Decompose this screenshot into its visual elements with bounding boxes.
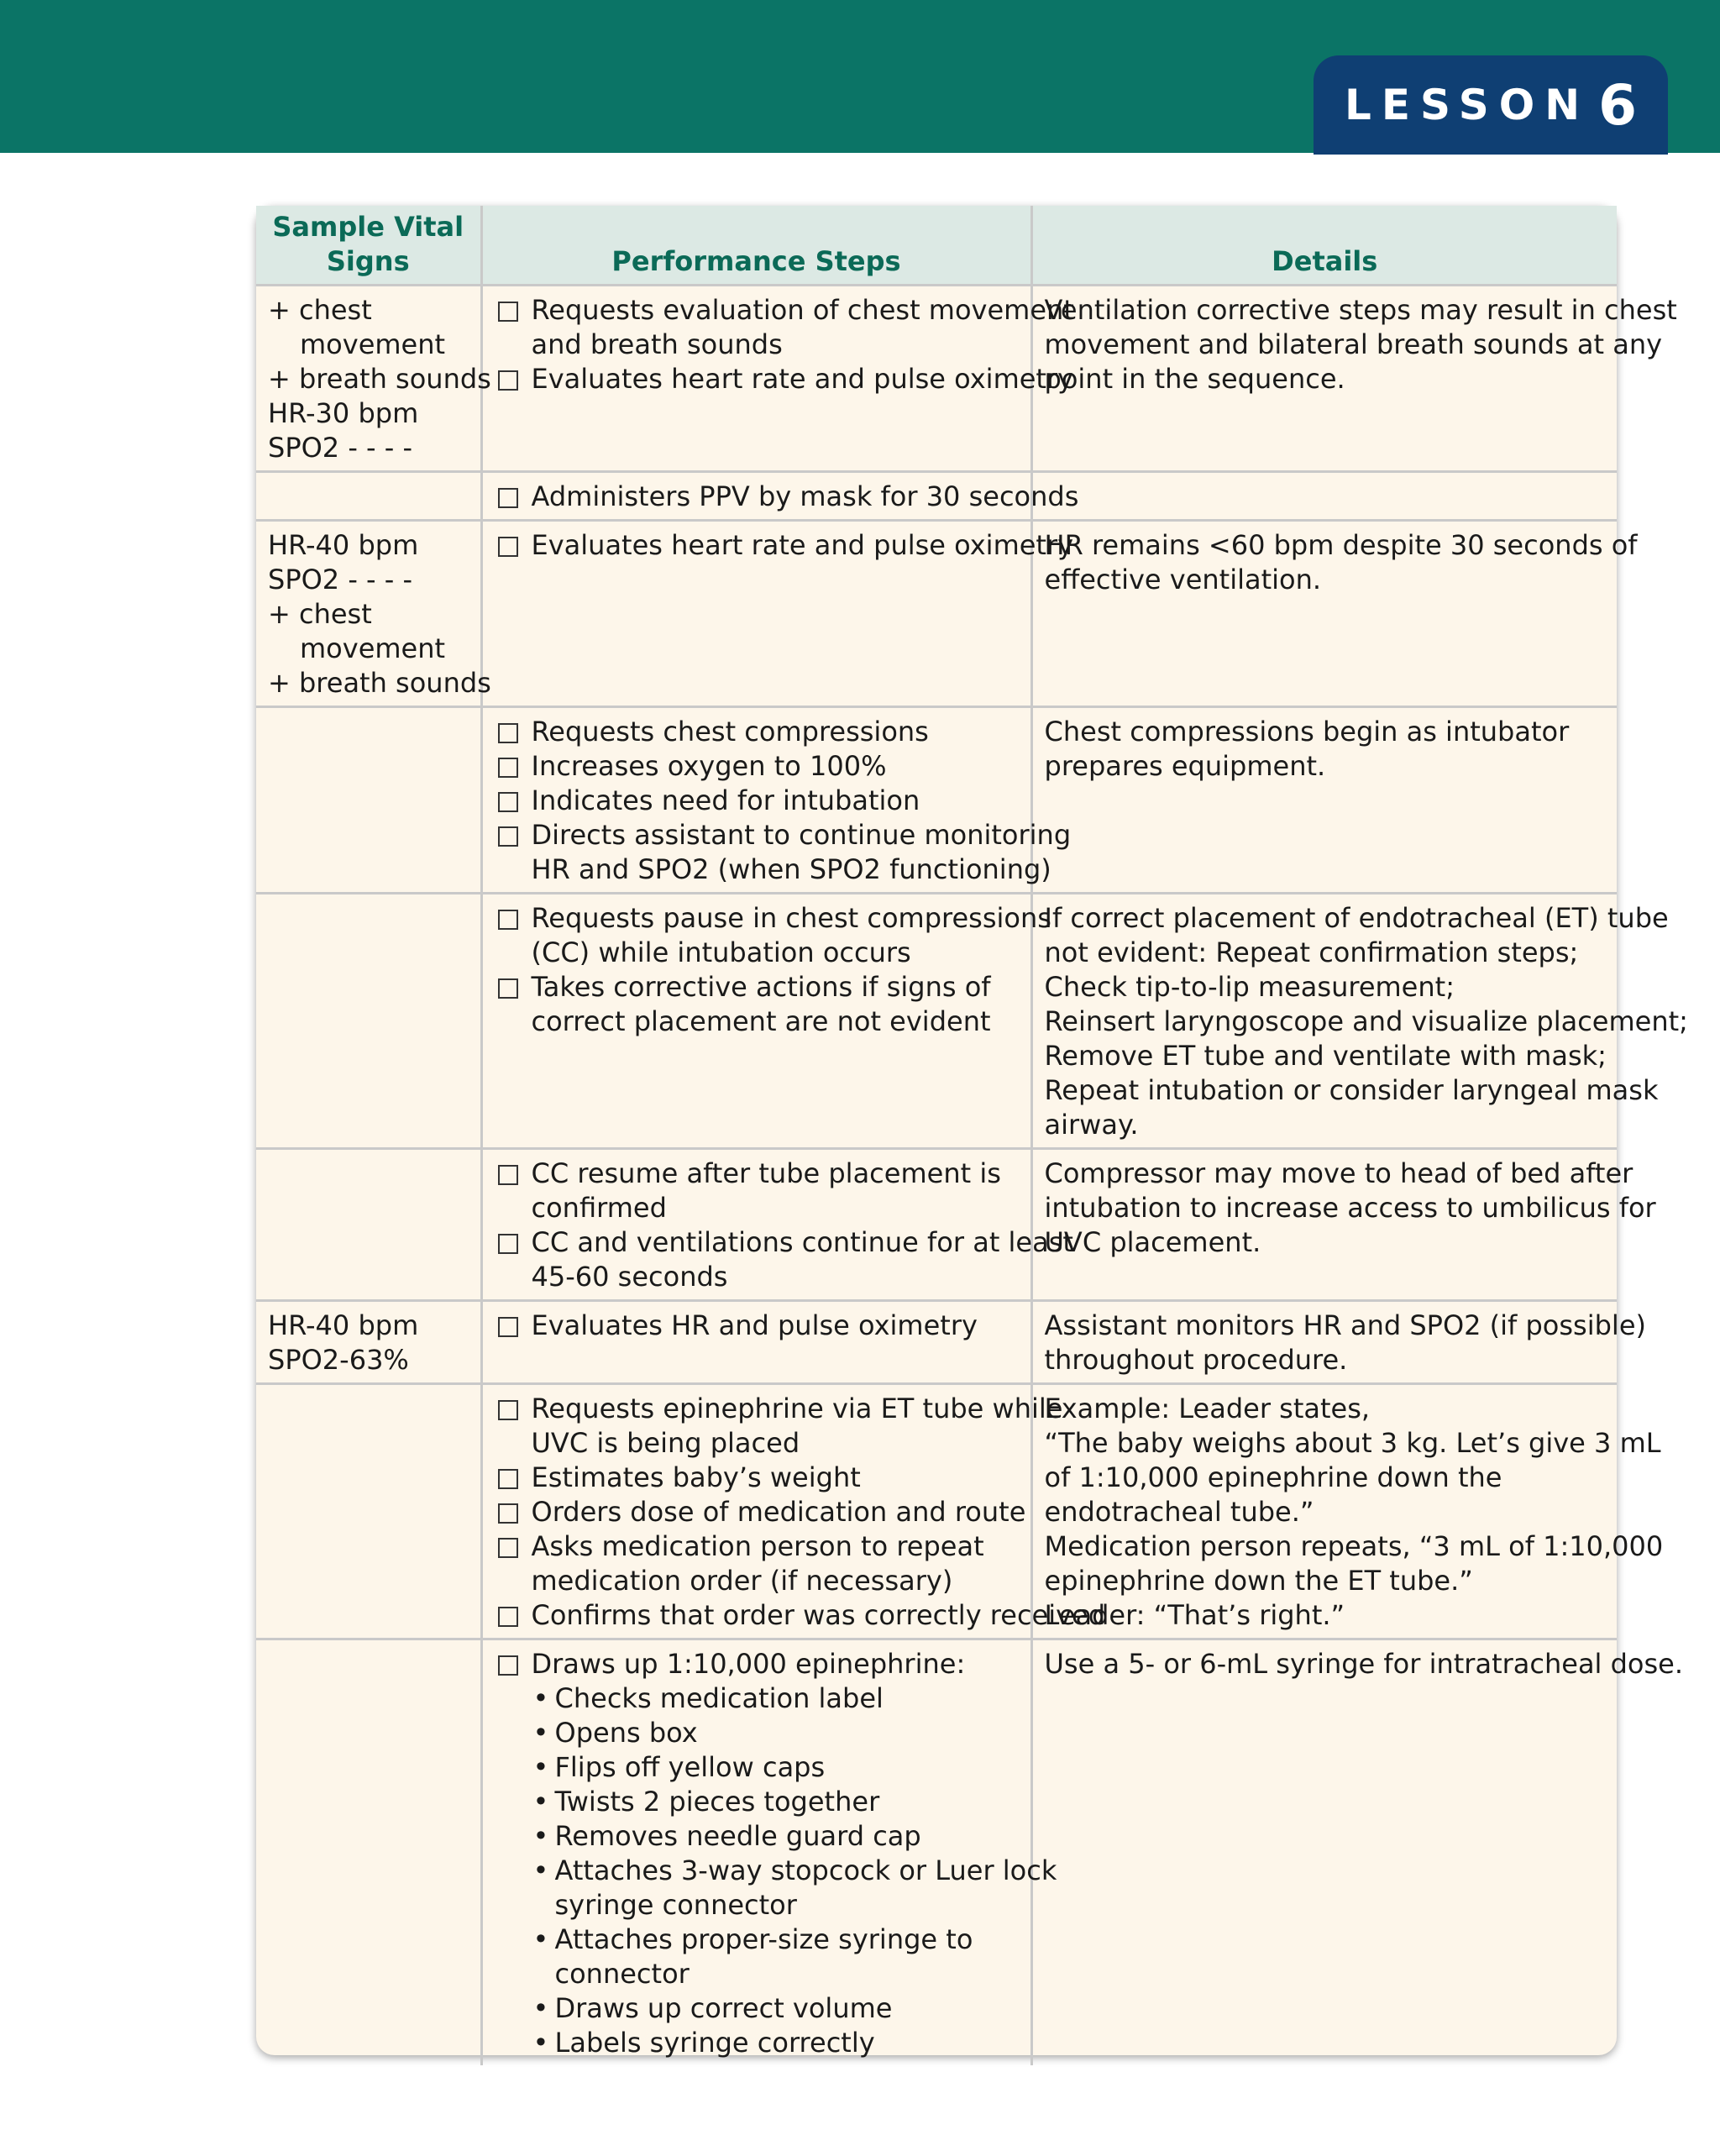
- table-row: [256, 286, 1617, 472]
- vital-sign: SPO2-63%: [268, 1344, 409, 1376]
- performance-step-continued: confirmed: [531, 1192, 667, 1224]
- column-header-line: Sample Vital: [272, 211, 464, 243]
- detail-line: Assistant monitors HR and SPO2 (if possible): [1044, 1309, 1646, 1341]
- detail-line: epinephrine down the ET tube.”: [1044, 1565, 1473, 1597]
- detail-line: Example: Leader states,: [1044, 1393, 1371, 1424]
- performance-step-continued: and breath sounds: [531, 328, 783, 360]
- sub-step-bullet: syringe connector: [554, 1889, 797, 1921]
- detail-line: Leader: “That’s right.”: [1044, 1599, 1345, 1631]
- detail-line: prepares equipment.: [1044, 750, 1326, 782]
- detail-line: Check tip-to-lip measurement;: [1044, 971, 1455, 1003]
- performance-step: Estimates baby’s weight: [495, 1461, 1019, 1495]
- vital-sign: movement: [300, 328, 446, 360]
- vital-sign: + breath sounds: [268, 363, 491, 395]
- performance-step: Takes corrective actions if signs of: [495, 970, 1019, 1005]
- performance-step: Evaluates heart rate and pulse oximetry: [495, 362, 1019, 396]
- performance-step-continued: 45-60 seconds: [531, 1261, 728, 1293]
- performance-step: Requests epinephrine via ET tube while: [495, 1392, 1019, 1426]
- vitals-cell: [256, 286, 491, 472]
- column-header-steps: Performance Steps: [481, 206, 1031, 286]
- performance-step-continued: correct placement are not evident: [531, 1005, 991, 1037]
- vitals-cell: [256, 472, 481, 521]
- lesson-label: LESSON: [1344, 81, 1591, 129]
- performance-step: CC resume after tube placement is: [495, 1157, 1019, 1191]
- detail-line: Medication person repeats, “3 mL of 1:10,000: [1044, 1530, 1664, 1562]
- vital-sign: movement: [300, 632, 446, 664]
- details-cell: [1031, 472, 1617, 521]
- details-cell: [1031, 707, 1617, 894]
- vital-sign: HR-40 bpm: [268, 529, 419, 561]
- table-header-row: [256, 206, 1617, 286]
- detail-line: throughout procedure.: [1044, 1344, 1348, 1376]
- details-cell: [1031, 286, 1677, 472]
- detail-line: Reinsert laryngoscope and visualize placement;: [1044, 1005, 1688, 1037]
- detail-line: Ventilation corrective steps may result in chest: [1044, 294, 1677, 326]
- performance-step: Indicates need for intubation: [495, 784, 1019, 818]
- sub-step-bullet: • Attaches 3-way stopcock or Luer lock: [495, 1854, 1019, 1888]
- detail-line: intubation to increase access to umbilicus for: [1044, 1192, 1656, 1224]
- details-cell: [1031, 1384, 1664, 1639]
- detail-line: not evident: Repeat confirmation steps;: [1044, 936, 1579, 968]
- sub-step-bullet: • Labels syringe correctly: [495, 2026, 1019, 2060]
- vitals-cell: [256, 1384, 481, 1639]
- detail-line: Chest compressions begin as intubator: [1044, 716, 1570, 748]
- detail-line: movement and bilateral breath sounds at any: [1044, 328, 1663, 360]
- vital-sign: SPO2 - - - -: [268, 432, 413, 464]
- table-row: [256, 521, 1617, 707]
- vital-sign: SPO2 - - - -: [268, 564, 413, 595]
- lesson-tab: [1314, 55, 1668, 155]
- vital-sign: + chest: [268, 294, 372, 326]
- table-row: [256, 1149, 1617, 1301]
- detail-line: Use a 5- or 6-mL syringe for intratracheal dose.: [1044, 1648, 1684, 1680]
- steps-cell: [481, 1149, 1073, 1301]
- performance-step: Evaluates heart rate and pulse oximetry: [495, 528, 1019, 563]
- sub-step-bullet: • Removes needle guard cap: [495, 1819, 1019, 1854]
- steps-cell: [481, 1301, 1031, 1384]
- vitals-cell: [256, 707, 481, 894]
- detail-line: endotracheal tube.”: [1044, 1496, 1314, 1528]
- vitals-cell: [256, 521, 491, 707]
- performance-step-continued: HR and SPO2 (when SPO2 functioning): [531, 853, 1051, 885]
- sub-step-bullet: • Attaches proper-size syringe to: [495, 1923, 1019, 1957]
- table-row: [256, 894, 1617, 1149]
- column-header-line: Signs: [326, 245, 410, 277]
- detail-line: airway.: [1044, 1109, 1139, 1141]
- sub-step-bullet: • Opens box: [495, 1716, 1019, 1750]
- steps-cell: [481, 472, 1079, 521]
- steps-cell: [481, 894, 1051, 1149]
- table-row: [256, 707, 1617, 894]
- performance-step: Requests pause in chest compressions: [495, 901, 1019, 936]
- steps-cell: [481, 286, 1074, 472]
- table-row: [256, 1301, 1617, 1384]
- procedure-table: [256, 206, 1688, 2059]
- details-cell: [1031, 1639, 1684, 2066]
- details-cell: [1031, 521, 1638, 707]
- vital-sign: + breath sounds: [268, 667, 491, 699]
- vitals-cell: [256, 1301, 481, 1384]
- table-row: [256, 1639, 1617, 2066]
- details-cell: [1031, 1149, 1656, 1301]
- performance-step: Increases oxygen to 100%: [495, 749, 1019, 784]
- performance-step: Requests evaluation of chest movement: [495, 293, 1019, 328]
- performance-step: Orders dose of medication and route: [495, 1495, 1019, 1529]
- performance-step: Directs assistant to continue monitoring: [495, 818, 1019, 852]
- detail-line: of 1:10,000 epinephrine down the: [1044, 1461, 1502, 1493]
- detail-line: If correct placement of endotracheal (ET) tube: [1044, 902, 1669, 934]
- detail-line: point in the sequence.: [1044, 363, 1345, 395]
- sub-step-bullet: connector: [554, 1958, 690, 1990]
- detail-line: Remove ET tube and ventilate with mask;: [1044, 1040, 1607, 1072]
- sub-step-bullet: • Flips off yellow caps: [495, 1750, 1019, 1785]
- steps-cell: [481, 1639, 1057, 2066]
- vital-sign: HR-30 bpm: [268, 397, 419, 429]
- details-cell: [1031, 1301, 1646, 1384]
- lesson-number: 6: [1598, 72, 1638, 138]
- performance-step: Draws up 1:10,000 epinephrine:: [495, 1647, 1019, 1681]
- vitals-cell: [256, 894, 481, 1149]
- details-cell: [1031, 894, 1688, 1149]
- detail-line: “The baby weighs about 3 kg. Let’s give 3 mL: [1044, 1427, 1661, 1459]
- performance-step-continued: UVC is being placed: [531, 1427, 800, 1459]
- detail-line: UVC placement.: [1044, 1226, 1261, 1258]
- detail-line: Repeat intubation or consider laryngeal mask: [1044, 1074, 1659, 1106]
- table-row: [256, 472, 1617, 521]
- performance-step: Requests chest compressions: [495, 715, 1019, 749]
- performance-step: Confirms that order was correctly received: [495, 1598, 1019, 1633]
- performance-step: CC and ventilations continue for at least: [495, 1225, 1019, 1260]
- steps-cell: [481, 707, 1072, 894]
- vital-sign: HR-40 bpm: [268, 1309, 419, 1341]
- detail-line: effective ventilation.: [1044, 564, 1322, 595]
- performance-step-continued: medication order (if necessary): [531, 1565, 953, 1597]
- vitals-cell: [256, 1639, 481, 2066]
- vitals-cell: [256, 1149, 481, 1301]
- detail-line: HR remains <60 bpm despite 30 seconds of: [1044, 529, 1638, 561]
- sub-step-bullet: • Twists 2 pieces together: [495, 1785, 1019, 1819]
- performance-step-continued: (CC) while intubation occurs: [531, 936, 911, 968]
- performance-step: Evaluates HR and pulse oximetry: [495, 1309, 1019, 1343]
- detail-line: Compressor may move to head of bed after: [1044, 1157, 1633, 1189]
- sub-step-bullet: • Draws up correct volume: [495, 1991, 1019, 2026]
- steps-cell: [481, 521, 1074, 707]
- column-header-vitals: [256, 206, 481, 286]
- vital-sign: + chest: [268, 598, 372, 630]
- steps-cell: [481, 1384, 1106, 1639]
- table-row: [256, 1384, 1617, 1639]
- performance-step: Administers PPV by mask for 30 seconds: [495, 480, 1019, 514]
- performance-step: Asks medication person to repeat: [495, 1529, 1019, 1564]
- sub-step-bullet: • Checks medication label: [495, 1681, 1019, 1716]
- column-header-details: Details: [1031, 206, 1617, 286]
